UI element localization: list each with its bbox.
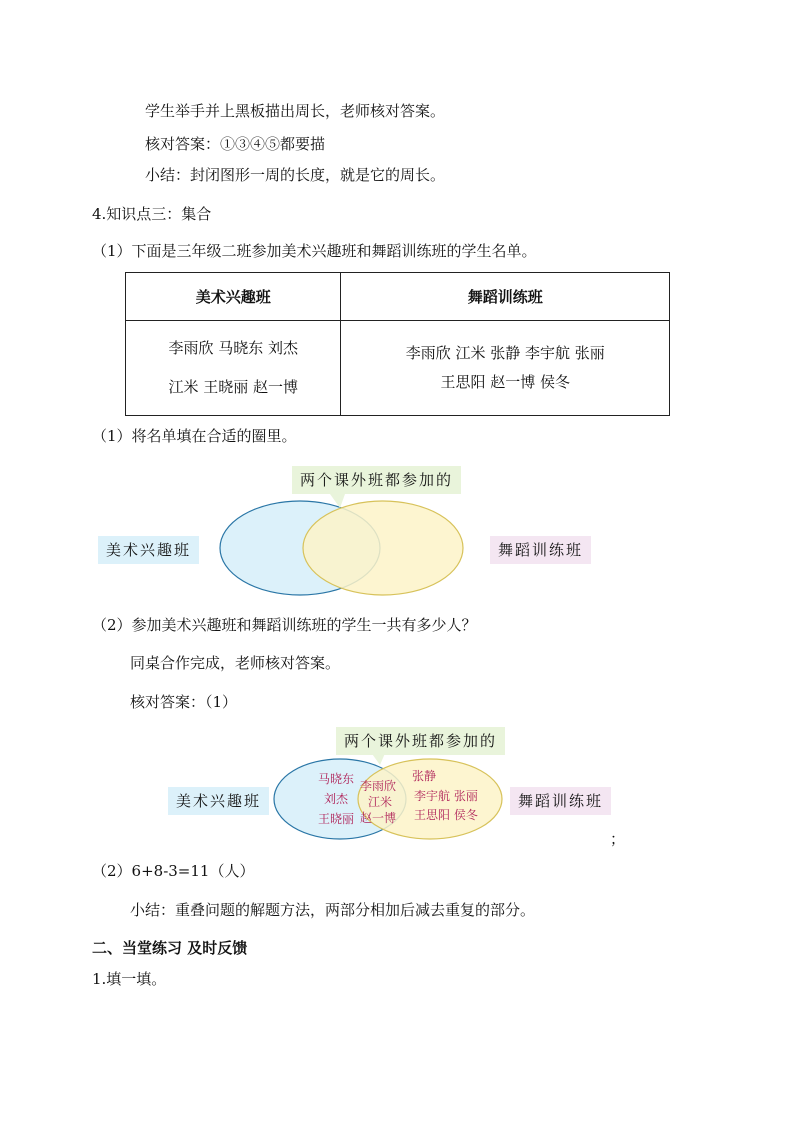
art-only-name: 马晓东 — [318, 772, 355, 786]
text-line: 学生举手并上黑板描出周长，老师核对答案。 — [145, 102, 446, 120]
art-names-row2: 江米 王晓丽 赵一博 — [168, 378, 298, 396]
section-heading: 4.知识点三：集合 — [92, 205, 212, 223]
text-line: 核对答案：①③④⑤都要描 — [145, 135, 326, 153]
text-line: （1）下面是三年级二班参加美术兴趣班和舞蹈训练班的学生名单。 — [92, 242, 537, 260]
dance-only-name: 张静 — [412, 769, 437, 783]
semicolon-mark: ； — [610, 830, 626, 848]
art-only-name: 王晓丽 — [318, 812, 355, 826]
exercise-heading: 1.填一填。 — [92, 970, 167, 988]
both-name: 李雨欣 — [360, 779, 397, 793]
text-line: 小结：封闭图形一周的长度，就是它的周长。 — [145, 166, 446, 184]
table-header-dance: 舞蹈训练班 — [341, 273, 670, 321]
dance-class-label: 舞蹈训练班 — [490, 536, 591, 564]
answer-line: （2）6+8-3=11（人） — [92, 862, 255, 880]
question-line: （2）参加美术兴趣班和舞蹈训练班的学生一共有多少人？ — [92, 616, 477, 634]
art-names-row1: 李雨欣 马晓东 刘杰 — [168, 339, 298, 357]
dance-only-name: 李宇航 张丽 — [414, 789, 478, 803]
art-only-name: 刘杰 — [324, 792, 349, 806]
text-line: （1）将名单填在合适的圈里。 — [92, 427, 297, 445]
both-name: 赵一博 — [360, 811, 397, 825]
text-line: 同桌合作完成，老师核对答案。 — [130, 654, 341, 672]
dance-names-row2: 王思阳 赵一博 侯冬 — [440, 373, 570, 391]
section-heading: 二、当堂练习 及时反馈 — [92, 939, 248, 957]
art-class-label: 美术兴趣班 — [98, 536, 199, 564]
art-class-label: 美术兴趣班 — [168, 787, 269, 815]
dance-names-row1: 李雨欣 江米 张静 李宇航 张丽 — [405, 344, 605, 362]
both-classes-label: 两个课外班都参加的 — [292, 466, 461, 494]
dance-class-label: 舞蹈训练班 — [510, 787, 611, 815]
dance-only-name: 王思阳 侯冬 — [414, 808, 478, 822]
summary-line: 小结：重叠问题的解题方法，两部分相加后减去重复的部分。 — [130, 901, 536, 919]
both-classes-label: 两个课外班都参加的 — [336, 727, 505, 755]
both-name: 江米 — [368, 795, 393, 809]
text-line: 核对答案：（1） — [130, 693, 238, 711]
table-header-art: 美术兴趣班 — [126, 273, 341, 321]
